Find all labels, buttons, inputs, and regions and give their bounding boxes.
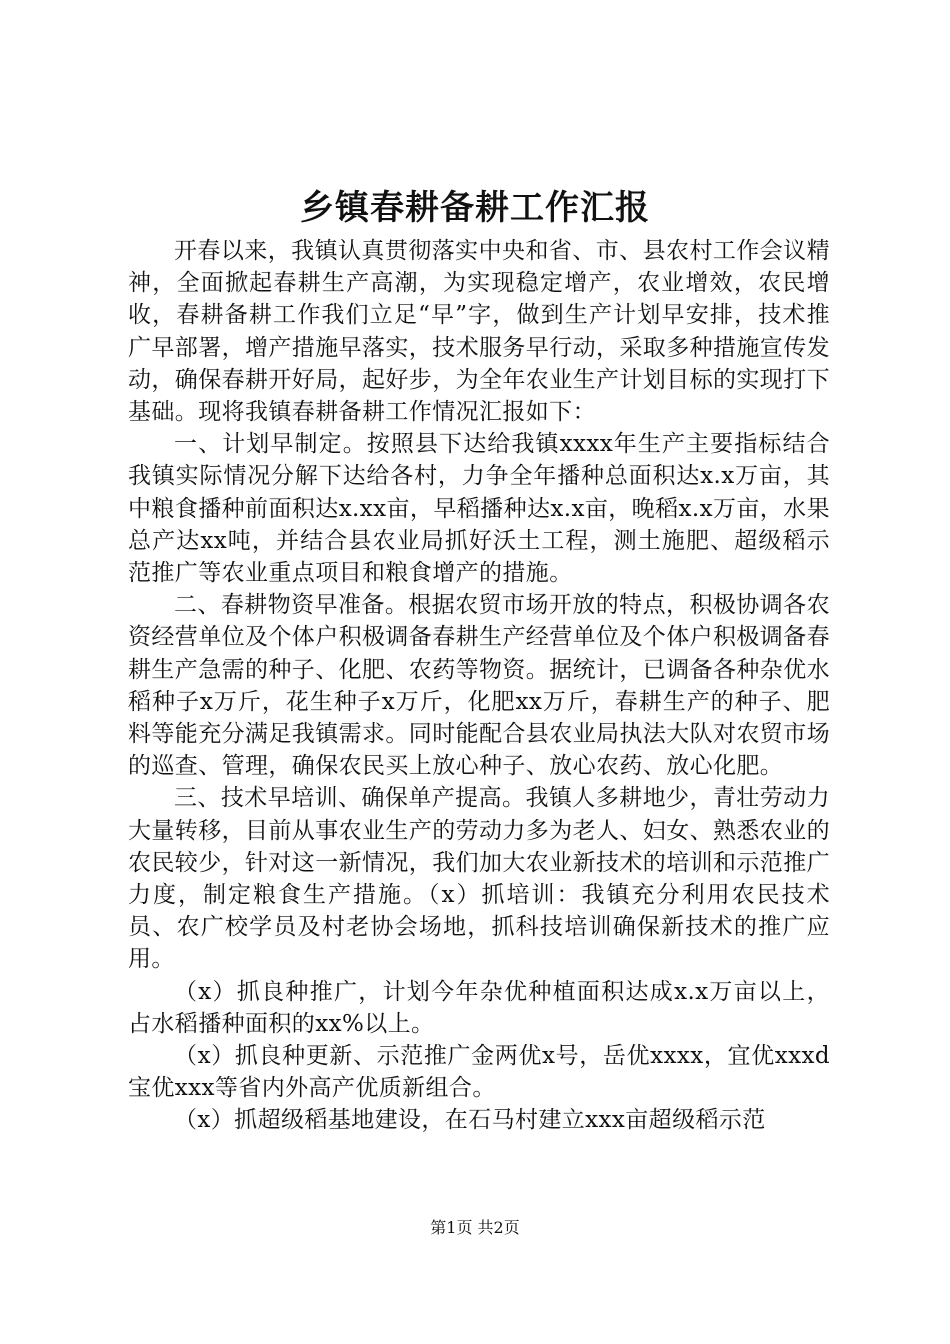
document-title: 乡镇春耕备耕工作汇报 [300, 188, 650, 228]
paragraph-materials: 二、春耕物资早准备。根据农贸市场开放的特点，积极协调各农资经营单位及个体户积极调备春耕生产经营单位及个体户积极调备春耕生产急需的种子、化肥、农药等物资。据统计，已调备各种杂优水稻种子x万斤，花生种子x万斤，化肥xx万斤，春耕生产的种子、肥料等能充分满足我镇需求。同时能配合县农业局执法大队对农贸市场的巡查、管理，确保农民买上放心种子、放心农药、放心化肥。 [128, 592, 830, 780]
paragraph-plan: 一、计划早制定。按照县下达给我镇xxxx年生产主要指标结合我镇实际情况分解下达给各村，力争全年播种总面积达x.x万亩，其中粮食播种前面积达x.xx亩，早稻播种达x.x亩，晚稻x.x万亩，水果总产达xx吨，并结合县农业局抓好沃土工程，测土施肥、超级稻示范推广等农业重点项目和粮食增产的措施。 [128, 431, 830, 587]
paragraph-training: 三、技术早培训、确保单产提高。我镇人多耕地少，青壮劳动力大量转移，目前从事农业生产的劳动力多为老人、妇女、熟悉农业的农民较少，针对这一新情况，我们加大农业新技术的培训和示范推广力度，制定粮食生产措施。（x）抓培训：我镇充分利用农民技术员、农广校学员及村老协会场地，抓科技培训确保新技术的推广应用。 [128, 785, 830, 973]
page-number-footer: 第1页 共2页 [430, 1218, 520, 1237]
document-body [128, 235, 830, 1137]
paragraph-super-rice-base: （x）抓超级稻基地建设，在石马村建立xxx亩超级稻示范 [174, 1107, 766, 1134]
paragraph-seed-renewal: （x）抓良种更新、示范推广金两优x号，岳优xxxx，宜优xxxd宝优xxx等省内外高产优质新组合。 [128, 1043, 830, 1102]
paragraph-intro: 开春以来，我镇认真贯彻落实中央和省、市、县农村工作会议精神，全面掀起春耕生产高潮，为实现稳定增产，农业增效，农民增收，春耕备耕工作我们立足“早”字，做到生产计划早安排，技术推广早部署，增产措施早落实，技术服务早行动，采取多种措施宣传发动，确保春耕开好局，起好步，为全年农业生产计划目标的实现打下基础。现将我镇春耕备耕工作情况汇报如下： [128, 238, 830, 426]
paragraph-seed-promotion: （x）抓良种推广，计划今年杂优种植面积达成x.x万亩以上，占水稻播种面积的xx%以上。 [128, 978, 830, 1037]
